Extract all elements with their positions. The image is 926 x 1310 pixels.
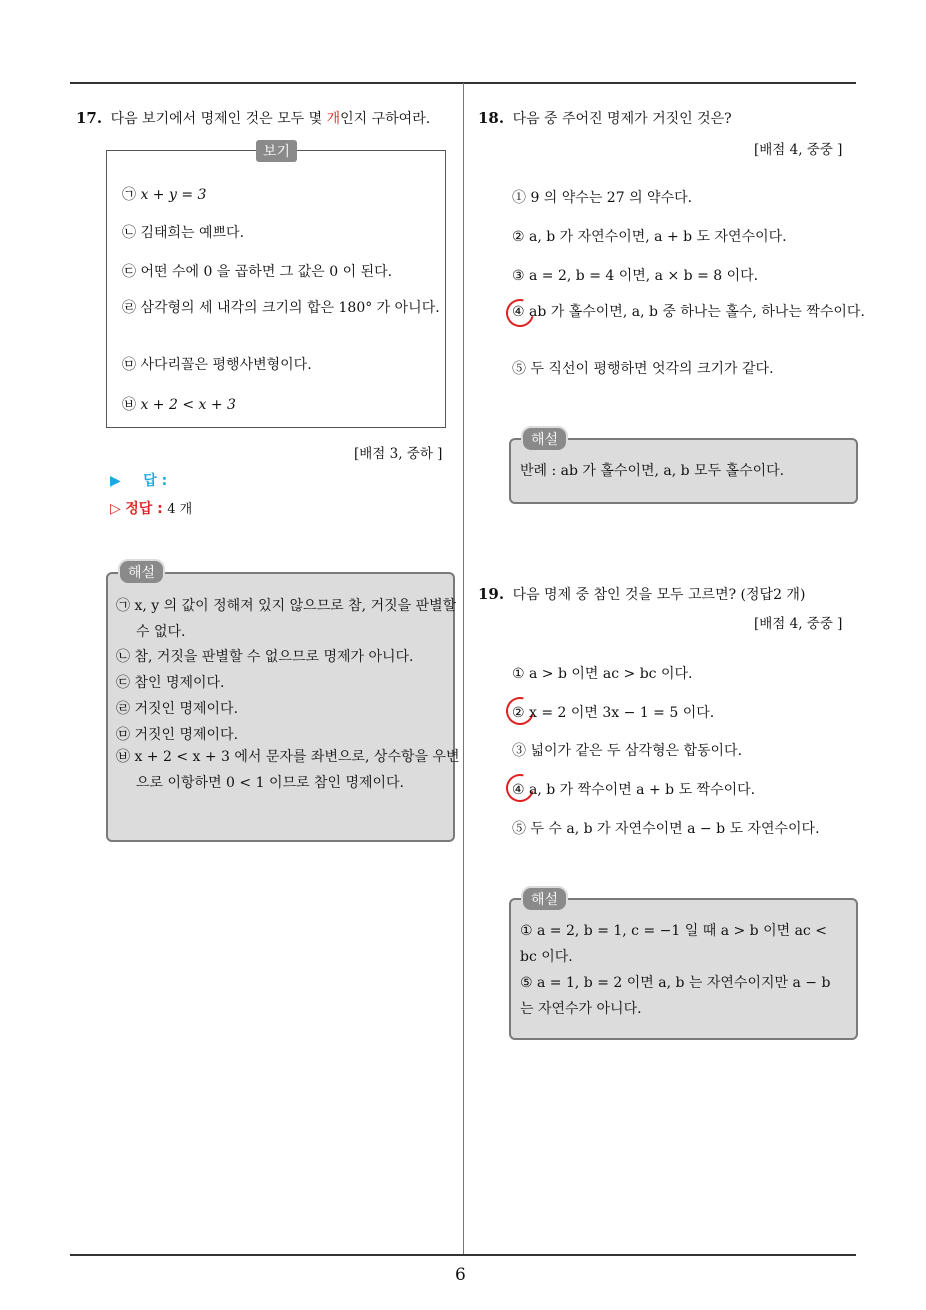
q17-title xyxy=(76,108,430,128)
q17-item-4 xyxy=(122,296,442,320)
q19-meta: [배점 4, 중중 ] xyxy=(754,616,843,632)
q17-box-label: 보기 xyxy=(256,140,297,162)
q19-solution-2: ⑤ a = 1, b = 2 이면 a, b 는 자연수이지만 a − b 는 자연수가 아니다. xyxy=(520,975,831,1017)
q17-item-2 xyxy=(122,222,244,242)
q19-choice-2: ② x = 2 이면 3x − 1 = 5 이다. xyxy=(512,705,715,721)
q17-solution-6: ㉥ x + 2 < x + 3 에서 문자를 좌변으로, 상수항을 우변으로 이항하면 0 < 1 이므로 참인 명제이다. xyxy=(116,749,460,791)
item-mark: ㉣ xyxy=(122,300,136,316)
answer-label: 답 : xyxy=(143,473,168,489)
q17-solution-1: ㉠ x, y 의 값이 정해져 있지 않으므로 참, 거짓을 판별할 수 없다. xyxy=(116,598,457,640)
q19-text: 다음 명제 중 참인 것을 모두 고르면? (정답2 개) xyxy=(512,587,806,603)
q18-choice-2: ② a, b 가 자연수이면, a + b 도 자연수이다. xyxy=(512,229,787,245)
q18-number: 18. xyxy=(478,109,505,127)
q18-choice-3: ③ a = 2, b = 4 이면, a × b = 8 이다. xyxy=(512,268,759,284)
triangle-outline-icon: ▷ xyxy=(110,501,121,517)
q17-solution-2: ㉡ 참, 거짓을 판별할 수 없으므로 명제가 아니다. xyxy=(116,649,414,665)
q17-item-1 xyxy=(122,184,206,204)
correct-label: 정답 : xyxy=(125,501,163,517)
bottom-rule xyxy=(70,1254,856,1256)
q18-title xyxy=(478,108,732,128)
item-text: 사다리꼴은 평행사변형이다. xyxy=(140,357,312,373)
q19-number: 19. xyxy=(478,585,505,603)
item-text: 삼각형의 세 내각의 크기의 합은 180° 가 아니다. xyxy=(140,300,440,316)
item-mark: ㉥ xyxy=(122,397,136,413)
q19-solution-1: ① a = 2, b = 1, c = −1 일 때 a > b 이면 ac < bc 이다. xyxy=(520,923,827,965)
item-mark: ㉠ xyxy=(122,187,136,203)
q18-solution: 반례 : ab 가 홀수이면, a, b 모두 홀수이다. xyxy=(520,463,785,479)
item-text: 어떤 수에 0 을 곱하면 그 값은 0 이 된다. xyxy=(140,264,393,280)
q19-title xyxy=(478,584,805,604)
q17-text-after: 인지 구하여라. xyxy=(340,111,431,127)
correct-value: 4 개 xyxy=(167,502,193,517)
item-mark: ㉢ xyxy=(122,264,136,280)
q17-item-6 xyxy=(122,394,236,414)
item-mark: ㉡ xyxy=(122,225,136,241)
q18-choice-5: ⑤ 두 직선이 평행하면 엇각의 크기가 같다. xyxy=(512,361,774,377)
q17-item-5 xyxy=(122,354,312,374)
q17-solution-3: ㉢ 참인 명제이다. xyxy=(116,675,225,691)
q17-answer-line xyxy=(110,470,167,490)
q17-solution-5: ㉤ 거짓인 명제이다. xyxy=(116,727,239,743)
item-text: x + 2 < x + 3 xyxy=(140,397,236,413)
q17-highlight: 개 xyxy=(326,111,341,127)
q18-choice-4: ④ ab 가 홀수이면, a, b 중 하나는 홀수, 하나는 짝수이다. xyxy=(512,304,865,320)
column-divider xyxy=(463,83,464,1255)
q18-solution-label: 해설 xyxy=(521,426,568,452)
q17-text-before: 다음 보기에서 명제인 것은 모두 몇 xyxy=(110,111,323,127)
q18-text: 다음 중 주어진 명제가 거짓인 것은? xyxy=(512,111,732,127)
q17-solution-label: 해설 xyxy=(118,559,165,585)
item-mark: ㉤ xyxy=(122,357,136,373)
q19-choice-4: ④ a, b 가 짝수이면 a + b 도 짝수이다. xyxy=(512,782,756,798)
q18-meta: [배점 4, 중중 ] xyxy=(754,142,843,158)
q17-correct-line xyxy=(110,498,192,518)
q19-choice-3: ③ 넓이가 같은 두 삼각형은 합동이다. xyxy=(512,743,743,759)
item-text: 김태희는 예쁘다. xyxy=(140,225,245,241)
q18-choice-1: ① 9 의 약수는 27 의 약수다. xyxy=(512,190,693,206)
q17-item-3 xyxy=(122,261,392,281)
item-text: x + y = 3 xyxy=(140,187,207,203)
q19-choice-5: ⑤ 두 수 a, b 가 자연수이면 a − b 도 자연수이다. xyxy=(512,821,820,837)
play-icon: ▶ xyxy=(110,473,121,489)
q19-solution-label: 해설 xyxy=(521,886,568,912)
page-number: 6 xyxy=(455,1265,466,1285)
q19-choice-1: ① a > b 이면 ac > bc 이다. xyxy=(512,666,693,682)
q17-solution-4: ㉣ 거짓인 명제이다. xyxy=(116,701,239,717)
q17-meta: [배점 3, 중하 ] xyxy=(354,446,443,462)
q17-number: 17. xyxy=(76,109,103,127)
